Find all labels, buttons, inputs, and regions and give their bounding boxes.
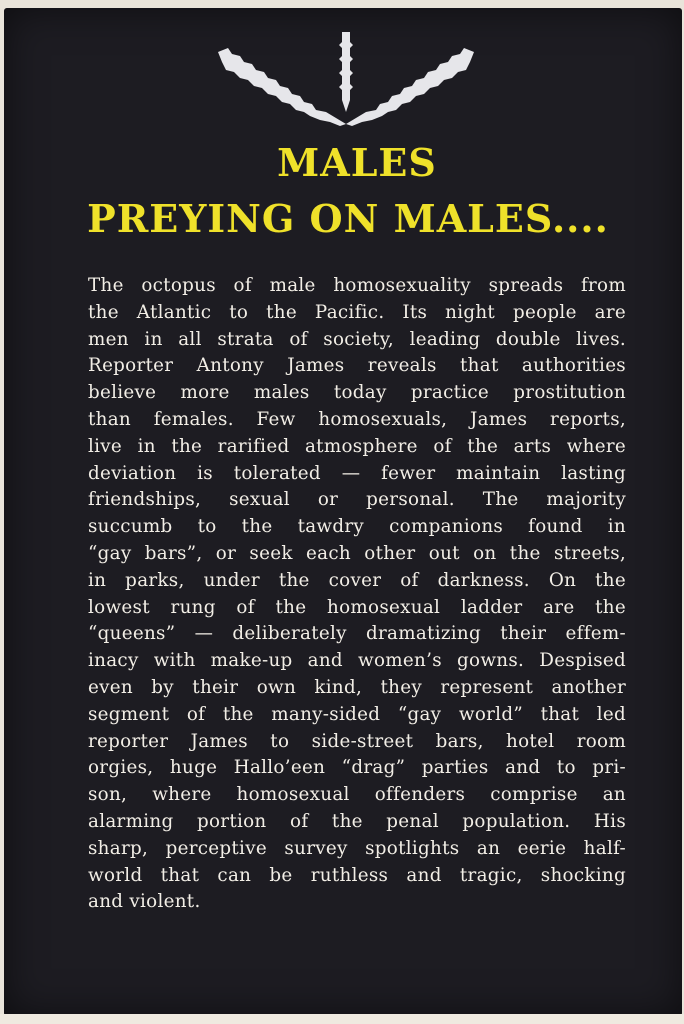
blurb-line: orgies, huge Hallo’een “drag” parties and to pri- — [88, 757, 626, 779]
blurb-line: “queens” — deliberately dramatizing their effem- — [88, 623, 626, 645]
blurb-line: than females. Few homosexuals, James reports, — [88, 408, 626, 430]
blurb-line: men in all strata of society, leading double lives. — [88, 328, 626, 350]
blurb-line: the Atlantic to the Pacific. Its night people are — [88, 301, 626, 323]
blurb-line: “gay bars”, or seek each other out on the streets, — [88, 542, 626, 564]
blurb-line: even by their own kind, they represent another — [88, 676, 626, 698]
blurb-paragraph — [88, 273, 626, 916]
blurb-line: Reporter Antony James reveals that authorities — [88, 355, 626, 377]
blurb-line: alarming portion of the penal population. His — [88, 810, 626, 832]
blurb-line: reporter James to side-street bars, hotel room — [88, 730, 626, 752]
blurb-line: deviation is tolerated — fewer maintain lasting — [88, 462, 626, 484]
blurb-line: world that can be ruthless and tragic, shocking — [88, 864, 626, 886]
arrow-symbol-icon — [214, 32, 478, 126]
headline-line-1: MALES — [277, 140, 437, 185]
headline-line-2: PREYING ON MALES.... — [87, 196, 609, 241]
blurb-line: son, where homosexual offenders comprise an — [88, 784, 626, 806]
blurb-line: The octopus of male homosexuality spreads from — [88, 275, 626, 296]
blurb-line: in parks, under the cover of darkness. On the — [88, 569, 626, 591]
blurb-line: segment of the many-sided “gay world” that led — [88, 703, 626, 725]
blurb-line: inacy with make-up and women’s gowns. Despised — [88, 650, 626, 672]
blurb-line: believe more males today practice prostitution — [88, 382, 626, 404]
blurb-line: and violent. — [88, 891, 201, 913]
blurb-line: live in the rarified atmosphere of the arts where — [88, 435, 626, 457]
blurb-line: lowest rung of the homosexual ladder are the — [88, 596, 626, 618]
blurb-line: sharp, perceptive survey spotlights an eerie half- — [88, 837, 626, 859]
worn-edge — [0, 1014, 684, 1024]
blurb-line: friendships, sexual or personal. The majority — [88, 489, 626, 511]
blurb-line: succumb to the tawdry companions found in — [88, 516, 626, 538]
